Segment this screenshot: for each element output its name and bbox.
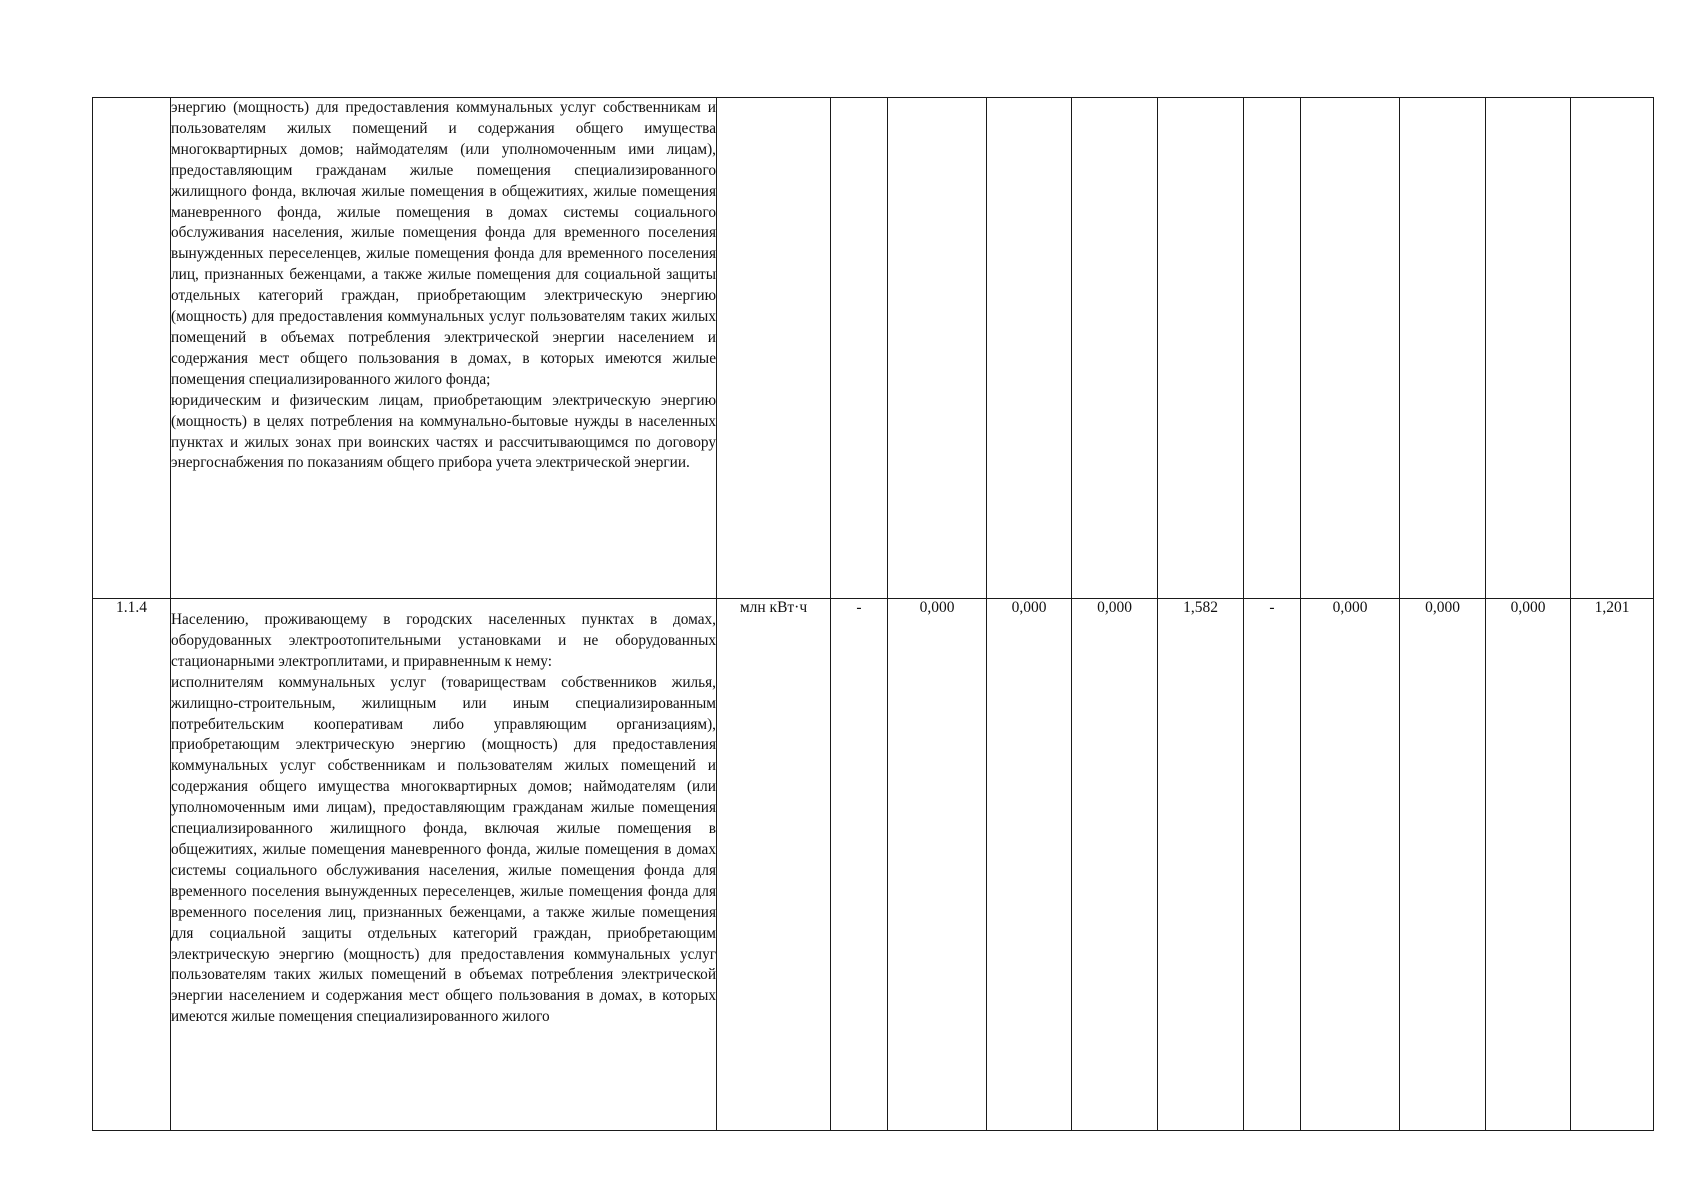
value-cell <box>888 98 987 599</box>
unit-cell: млн кВт·ч <box>717 599 831 1131</box>
table-row <box>93 98 1654 599</box>
value-cell <box>1486 98 1571 599</box>
value-cell: 1,582 <box>1158 599 1244 1131</box>
row-number-cell <box>93 98 171 599</box>
description-paragraph: юридическим и физическим лицам, приобретающим электрическую энергию (мощность) в целях потребления на коммунально-бытовые нужды в населенных пунктах и жилых зонах при воинских частях и рассчитывающимся по договору энергоснабжения по показаниям общего прибора учета электрической энергии. <box>171 391 716 472</box>
value-cell <box>1301 98 1400 599</box>
value-cell <box>987 98 1072 599</box>
description-paragraph: энергию (мощность) для предоставления коммунальных услуг собственникам и пользователям жилых помещений и содержания общего имущества многоквартирных домов; наймодателям (или уполномоченным ими лицам), предоставляющим гражданам жилые помещения специализированного жилищного фонда, включая жилые помещения в общежитиях, жилые помещения маневренного фонда, жилые помещения в домах системы социального обслуживания населения, жилые помещения фонда для временного поселения вынужденных переселенцев, жилые помещения фонда для временного поселения лиц, признанных беженцами, а также жилые помещения для социальной защиты отдельных категорий граждан, приобретающим электрическую энергию (мощность) для предоставления коммунальных услуг пользователям таких жилых помещений в объемах потребления электрической энергии населением и содержания мест общего пользования в домах, в которых имеются жилые помещения специализированного жилого фонда; <box>171 99 716 388</box>
value-cell <box>1400 98 1486 599</box>
value-cell: 0,000 <box>1301 599 1400 1131</box>
value-cell <box>1158 98 1244 599</box>
value-cell: 0,000 <box>987 599 1072 1131</box>
tariff-table <box>92 97 1654 1131</box>
value-cell: 0,000 <box>1486 599 1571 1131</box>
value-cell: - <box>1244 599 1301 1131</box>
value-cell <box>1244 98 1301 599</box>
description-paragraph: исполнителям коммунальных услуг (товариществам собственников жилья, жилищно-строительным, жилищным или иным специализированным потребительским кооперативам либо управляющим организациям), приобретающим электрическую энергию (мощность) для предоставления коммунальных услуг собственникам и пользователям жилых помещений и содержания общего имущества многоквартирных домов; наймодателям (или уполномоченным ими лицам), предоставляющим гражданам жилые помещения специализированного жилищного фонда, включая жилые помещения в общежитиях, жилые помещения маневренного фонда, жилые помещения в домах системы социального обслуживания населения, жилые помещения фонда для временного поселения вынужденных переселенцев, жилые помещения фонда для временного поселения лиц, признанных беженцами, а также жилые помещения для социальной защиты отдельных категорий граждан, приобретающим электрическую энергию (мощность) для предоставления коммунальных услуг пользователям таких жилых помещений в объемах потребления электрической энергии населением и содержания мест общего пользования в домах, в которых имеются жилые помещения специализированного жилого <box>171 673 716 1026</box>
description-paragraph: Населению, проживающему в городских населенных пунктах в домах, оборудованных электроотопительными установками и не оборудованных стационарными электроплитами, и приравненным к нему: <box>171 611 716 670</box>
value-cell <box>1072 98 1158 599</box>
table-row <box>93 599 1654 1131</box>
unit-cell <box>717 98 831 599</box>
value-cell <box>1571 98 1654 599</box>
value-cell: - <box>831 599 888 1131</box>
value-cell: 0,000 <box>888 599 987 1131</box>
value-cell: 1,201 <box>1571 599 1654 1131</box>
row-number-cell: 1.1.4 <box>93 599 171 1131</box>
description-cell <box>171 98 717 599</box>
value-cell <box>831 98 888 599</box>
description-cell <box>171 599 717 1131</box>
value-cell: 0,000 <box>1072 599 1158 1131</box>
value-cell: 0,000 <box>1400 599 1486 1131</box>
